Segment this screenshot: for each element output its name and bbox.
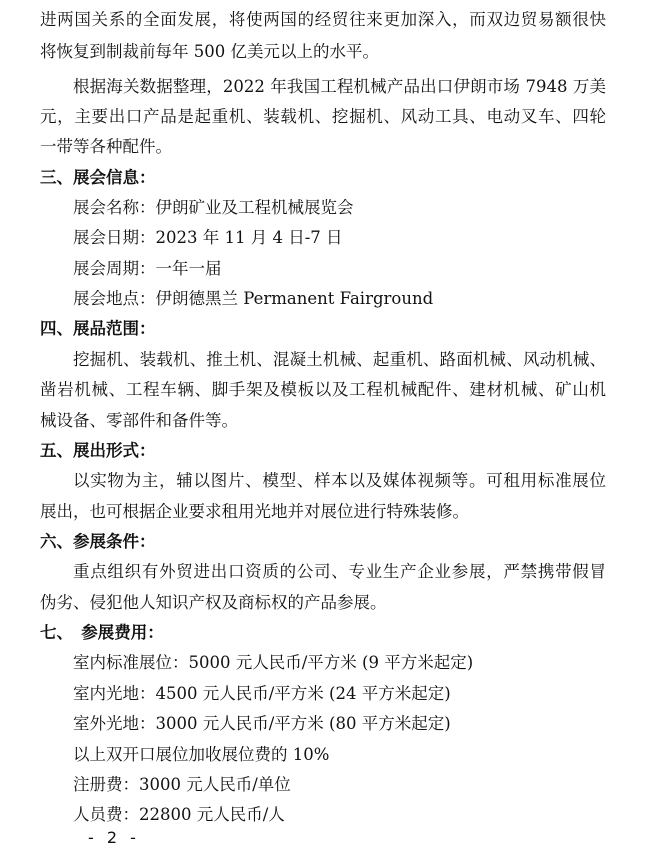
section3-heading: 三、展会信息： [40, 168, 156, 187]
section5-line1: 以实物为主，辅以图片、模型、样本以及媒体视频等。可租用标准展位 [73, 471, 606, 490]
section4-line3: 械设备、零部件和备件等。 [40, 411, 238, 430]
fee-outdoor-space: 室外光地：3000 元人民币/平方米 (80 平方米起定) [73, 714, 451, 733]
fee-standard-booth: 室内标准展位：5000 元人民币/平方米 (9 平方米起定) [73, 653, 474, 672]
para2-line3: 一带等各种配件。 [40, 137, 172, 156]
expo-cycle: 展会周期：一年一届 [73, 259, 222, 278]
fee-double-open: 以上双开口展位加收展位费的 10% [73, 745, 330, 764]
section4-line1: 挖掘机、装载机、推土机、混凝土机械、起重机、路面机械、风动机械、 [73, 350, 606, 369]
para1-line1: 进两国关系的全面发展，将使两国的经贸往来更加深入，而双边贸易额很快 [40, 10, 606, 29]
section6-heading: 六、参展条件： [40, 532, 156, 551]
section5-heading: 五、展出形式： [40, 441, 156, 460]
section5-line2: 展出，也可根据企业要求租用光地并对展位进行特殊装修。 [40, 502, 469, 521]
expo-date: 展会日期：2023 年 11 月 4 日-7 日 [73, 228, 343, 247]
para2-line1: 根据海关数据整理，2022 年我国工程机械产品出口伊朗市场 7948 万美 [73, 77, 606, 96]
section7-heading: 七、 参展费用： [40, 623, 164, 642]
section4-heading: 四、展品范围： [40, 319, 156, 338]
page-number: - 2 - [88, 828, 140, 847]
section6-line1: 重点组织有外贸进出口资质的公司、专业生产企业参展，严禁携带假冒 [73, 562, 606, 581]
section6-line2: 伪劣、侵犯他人知识产权及商标权的产品参展。 [40, 593, 387, 612]
fee-registration: 注册费：3000 元人民币/单位 [73, 775, 291, 794]
fee-indoor-space: 室内光地：4500 元人民币/平方米 (24 平方米起定) [73, 684, 451, 703]
expo-venue: 展会地点：伊朗德黑兰 Permanent Fairground [73, 289, 434, 308]
fee-personnel: 人员费：22800 元人民币/人 [73, 805, 285, 824]
expo-name: 展会名称：伊朗矿业及工程机械展览会 [73, 198, 354, 217]
para1-line2: 将恢复到制裁前每年 500 亿美元以上的水平。 [40, 42, 379, 61]
section4-line2: 凿岩机械、工程车辆、脚手架及模板以及工程机械配件、建材机械、矿山机 [40, 380, 606, 399]
para2-line2: 元，主要出口产品是起重机、装载机、挖掘机、风动工具、电动叉车、四轮 [40, 107, 606, 126]
